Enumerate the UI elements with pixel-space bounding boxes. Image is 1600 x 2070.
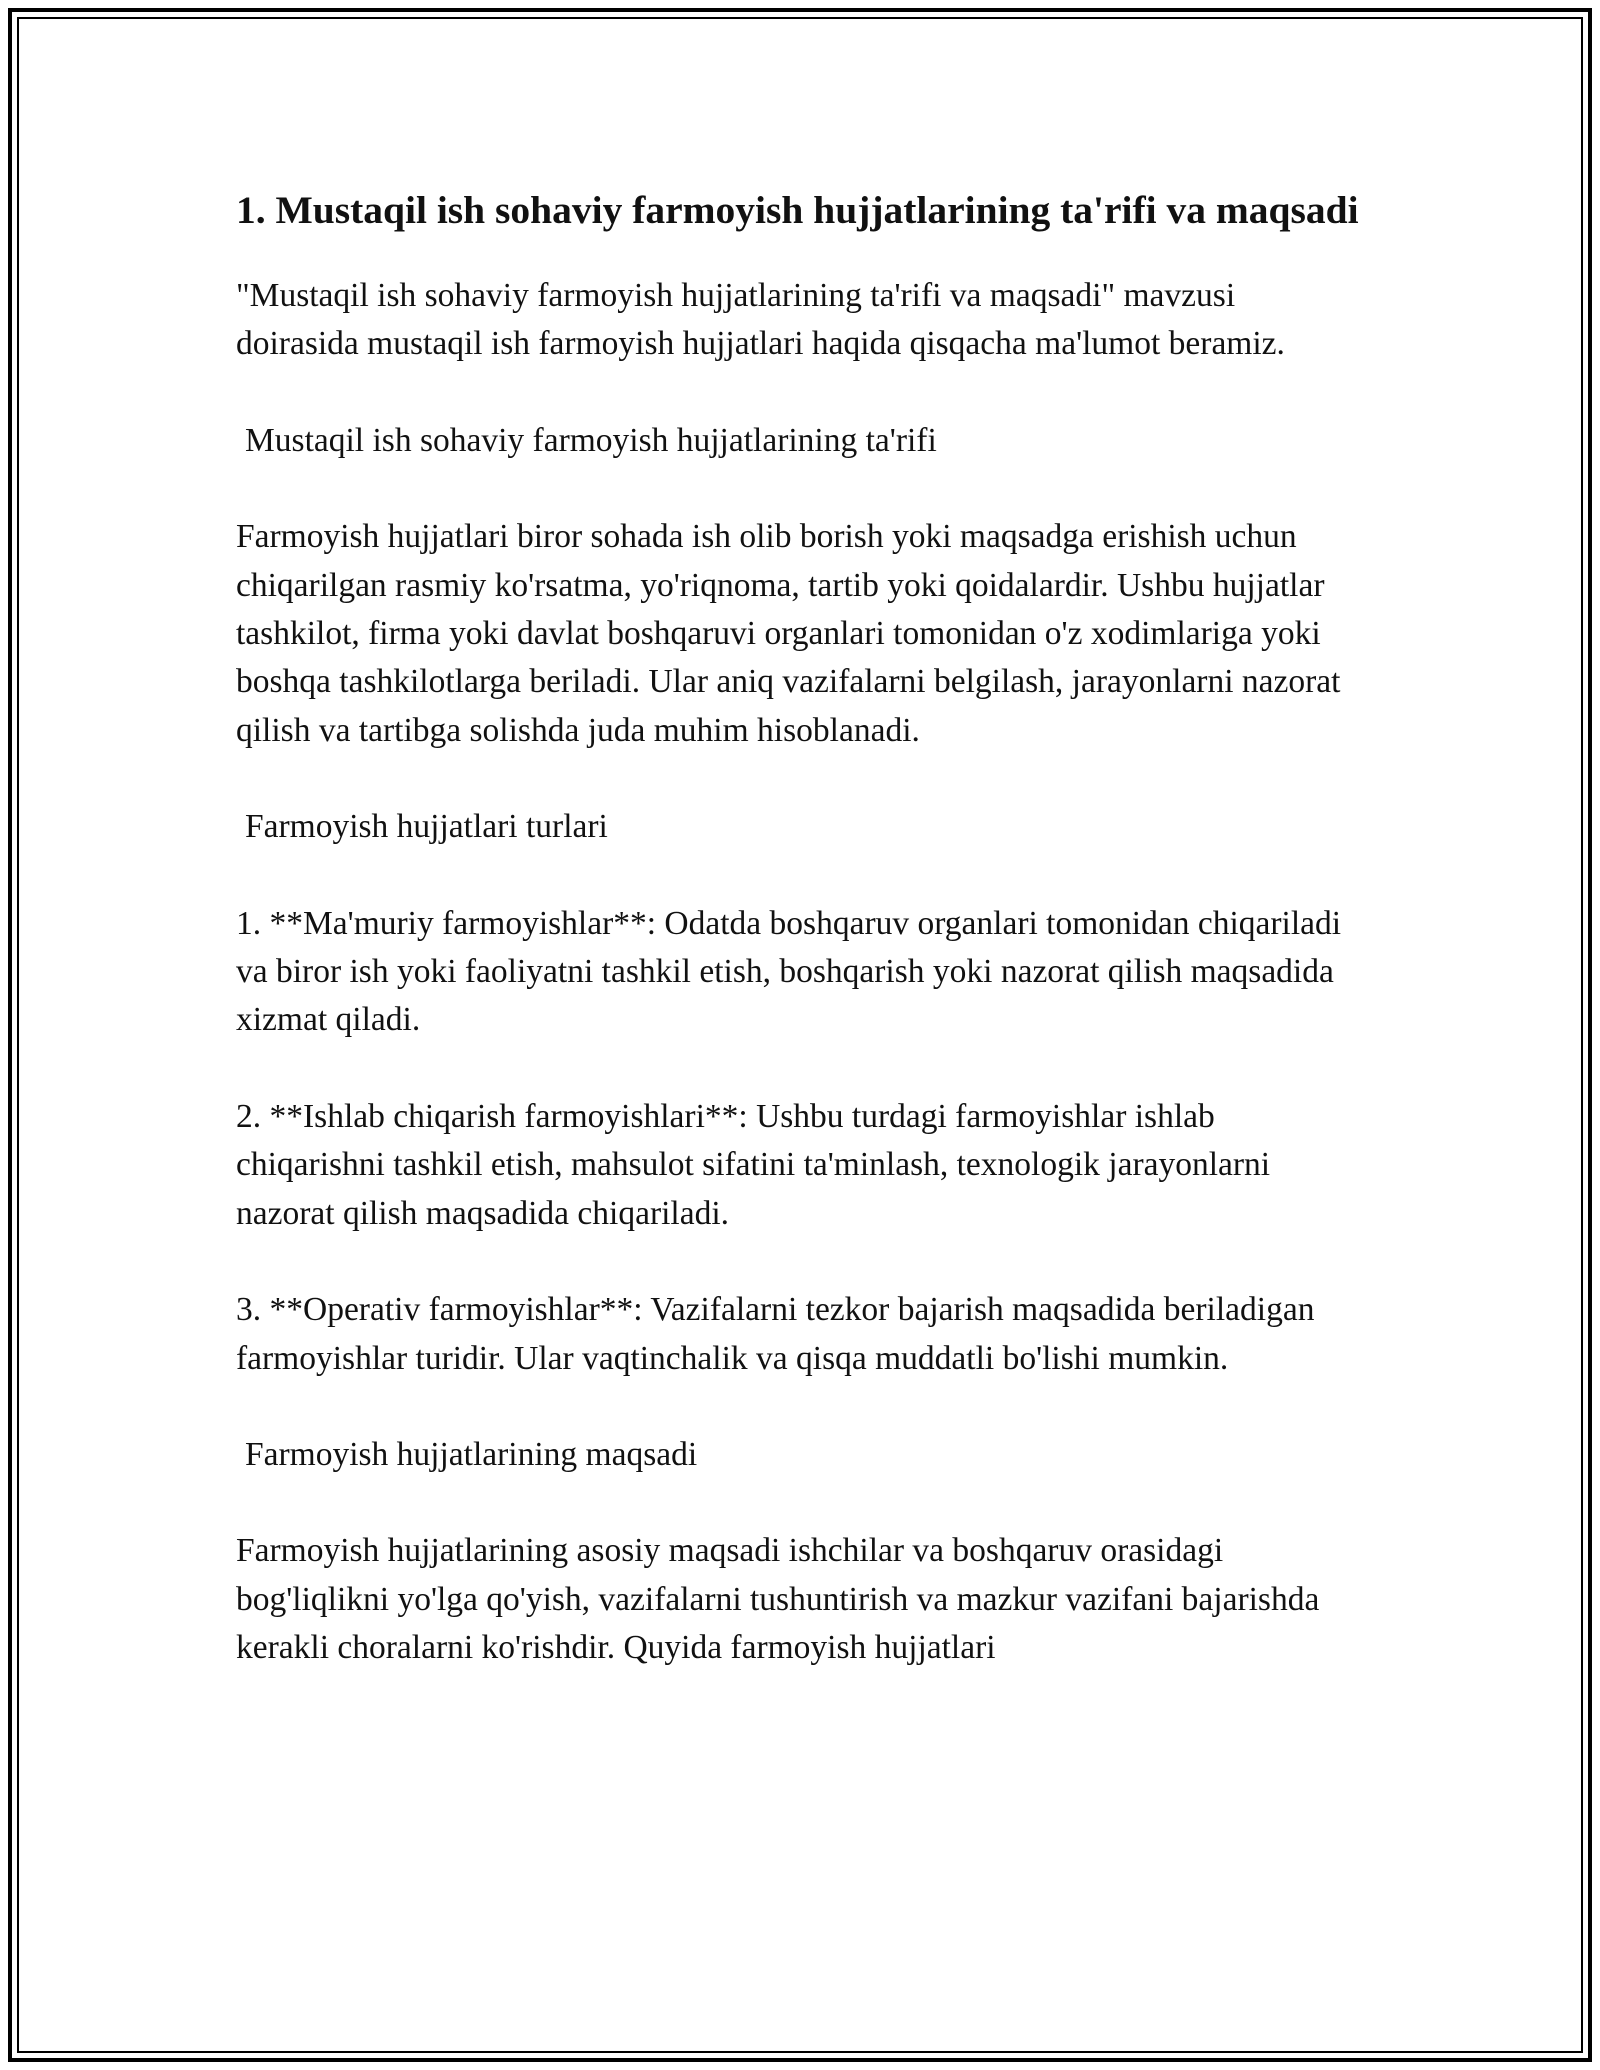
document-body	[236, 183, 1366, 1673]
section-heading-definition: Mustaqil ish sohaviy farmoyish hujjatlarining ta'rifi	[245, 421, 937, 459]
list-item-production: 2. **Ishlab chiqarish farmoyishlari**: Ushbu turdagi farmoyishlar ishlab chiqarishni tashkil etish, mahsulot sifatini ta'minlash, texnologik jarayonlarni nazorat qilish maqsadida chiqariladi.	[236, 1097, 1271, 1232]
list-item-operative: 3. **Operativ farmoyishlar**: Vazifalarni tezkor bajarish maqsadida beriladigan farmoyishlar turidir. Ular vaqtinchalik va qisqa muddatli bo'lishi mumkin.	[236, 1291, 1315, 1377]
list-item-administrative: 1. **Ma'muriy farmoyishlar**: Odatda boshqaruv organlari tomonidan chiqariladi va biror ish yoki faoliyatni tashkil etish, boshqarish yoki nazorat qilish maqsadida xizmat qiladi.	[236, 904, 1342, 1039]
purpose-paragraph: Farmoyish hujjatlarining asosiy maqsadi ishchilar va boshqaruv orasidagi bog'liqlikni yo'lga qo'yish, vazifalarni tushuntirish va mazkur vazifani bajarishda kerakli choralarni ko'rishdir. Quyida farmoyish hujjatlari	[236, 1532, 1320, 1667]
section-heading-types: Farmoyish hujjatlari turlari	[245, 808, 608, 846]
definition-paragraph: Farmoyish hujjatlari biror sohada ish olib borish yoki maqsadga erishish uchun chiqarilgan rasmiy ko'rsatma, yo'riqnoma, tartib yoki qoidalardir. Ushbu hujjatlar tashkilot, firma yoki davlat boshqaruvi organlari tomonidan o'z xodimlariga yoki boshqa tashkilotlarga beriladi. Ular aniq vazifalarni belgilash, jarayonlarni nazorat qilish va tartibga solishda juda muhim hisoblanadi.	[236, 518, 1341, 749]
intro-paragraph: "Mustaqil ish sohaviy farmoyish hujjatlarining ta'rifi va maqsadi" mavzusi doirasida mustaqil ish farmoyish hujjatlari haqida qisqacha ma'lumot beramiz.	[236, 277, 1285, 363]
document-title: 1. Mustaqil ish sohaviy farmoyish hujjatlarining ta'rifi va maqsadi	[236, 188, 1359, 232]
section-heading-purpose: Farmoyish hujjatlarining maqsadi	[245, 1435, 698, 1473]
